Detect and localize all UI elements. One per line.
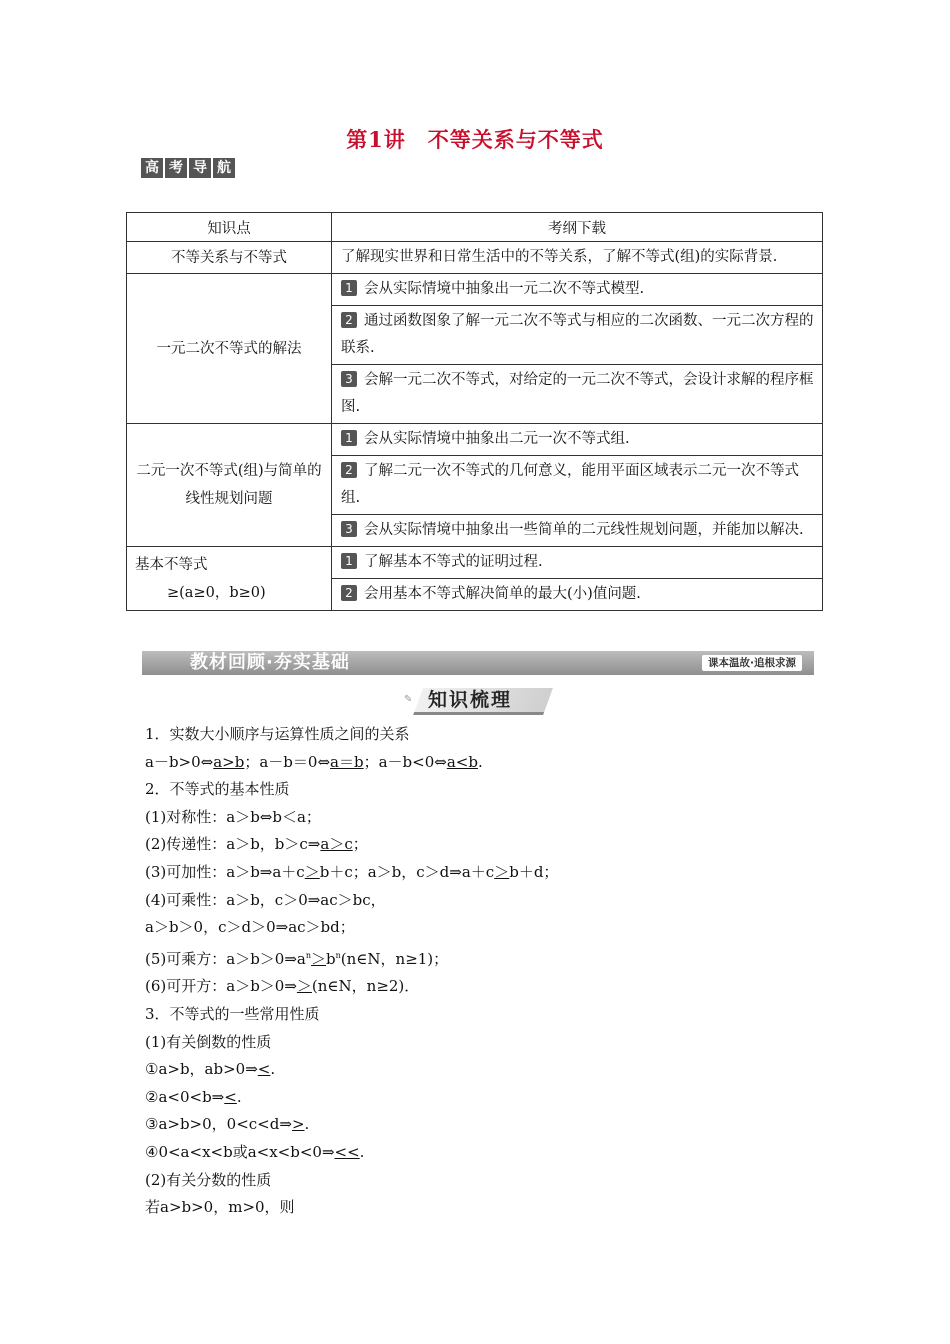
requirement-cell — [332, 424, 823, 456]
text-segment: b＋c；a＞b，c＞d⇒a＋c — [319, 862, 495, 881]
superscript: n — [335, 950, 341, 960]
number-badge: 3 — [341, 521, 357, 537]
answer-blank: a>b — [213, 752, 245, 771]
content-line: a＞b＞0，c＞d＞0⇒ac＞bd； — [145, 918, 355, 937]
requirement-cell — [332, 547, 823, 579]
content-line — [145, 1084, 825, 1112]
header-syllabus: 考纲下载 — [332, 213, 823, 242]
text-segment: ②a<0<b⇒ — [145, 1087, 225, 1106]
requirement-text: 会从实际情境中抽象出二元一次不等式组. — [364, 431, 630, 447]
content-line: (2)有关分数的性质 — [145, 1170, 272, 1189]
answer-blank: ＞ — [296, 977, 312, 996]
requirement-text: 了解二元一次不等式的几何意义，能用平面区域表示二元一次不等式组. — [341, 463, 799, 506]
answer-blank: ＞ — [494, 862, 510, 881]
content-line: (4)可乘性：a＞b，c＞0⇒ac＞bc， — [145, 890, 386, 909]
section-banner — [142, 651, 814, 675]
text-segment: (3)可加性：a＞b⇒a＋c — [145, 862, 305, 881]
answer-blank: a<b — [446, 752, 478, 771]
number-badge: 1 — [341, 280, 357, 296]
requirement-text: 通过函数图象了解一元二次不等式与相应的二次函数、一元二次方程的联系. — [341, 313, 814, 356]
section-heading: 1．实数大小顺序与运算性质之间的关系 — [145, 725, 410, 743]
answer-blank: < — [224, 1087, 237, 1106]
text-segment: (n∈N，n≥2)． — [311, 977, 420, 996]
banner-title: 教材回顾·夯实基础 — [190, 652, 350, 673]
badge-char: 导 — [189, 158, 211, 178]
content-line: 若a>b>0，m>0，则 — [145, 1198, 295, 1217]
requirement-cell — [332, 579, 823, 611]
answer-blank: a＞c — [320, 835, 353, 854]
content-line — [145, 1111, 825, 1139]
requirement-cell: 了解现实世界和日常生活中的不等关系，了解不等式(组)的实际背景. — [332, 242, 823, 274]
content-line: (1)对称性：a＞b⇔b＜a； — [145, 807, 321, 826]
badge-char: 高 — [141, 158, 163, 178]
requirement-text: 会解一元二次不等式，对给定的一元二次不等式，会设计求解的程序框图. — [341, 372, 814, 415]
requirement-cell — [332, 365, 823, 424]
knowledge-content — [145, 721, 825, 1222]
banner-tag: 课本温故·追根求源 — [702, 655, 802, 671]
content-line — [145, 942, 825, 974]
text-segment: ；a－b<0⇔ — [363, 752, 447, 771]
content-line: (1)有关倒数的性质 — [145, 1032, 272, 1051]
text-segment: . — [304, 1115, 310, 1134]
sub-section-banner — [404, 688, 550, 714]
requirement-cell — [332, 306, 823, 365]
topic-cell — [127, 547, 332, 611]
text-segment: (6)可开方：a＞b＞0⇒ — [145, 977, 297, 996]
page-title: 第1讲 不等关系与不等式 — [346, 127, 604, 152]
answer-blank: < — [257, 1060, 271, 1079]
text-segment: ； — [352, 835, 368, 854]
text-segment: (5)可乘方：a＞b＞0⇒a — [145, 949, 306, 968]
text-segment: . — [236, 1087, 242, 1106]
decoration-icon: ✎ — [404, 694, 413, 705]
text-segment: a－b>0⇔ — [145, 752, 214, 771]
badge-char: 考 — [165, 158, 187, 178]
text-segment: ；a－b＝0⇔ — [244, 752, 331, 771]
text-segment: ③a>b>0，0<c<d⇒ — [145, 1115, 292, 1134]
table-header-row — [127, 213, 823, 242]
answer-blank: ＞ — [311, 949, 327, 968]
topic-cell: 二元一次不等式(组)与简单的线性规划问题 — [127, 424, 332, 547]
text-segment: b — [326, 949, 336, 968]
table-row — [127, 274, 823, 306]
topic-cell: 不等关系与不等式 — [127, 242, 332, 274]
text-segment: (n∈N，n≥1)； — [340, 949, 449, 968]
topic-cell: 一元二次不等式的解法 — [127, 274, 332, 424]
answer-blank: << — [334, 1142, 360, 1161]
text-segment: ①a>b，ab>0⇒ — [145, 1060, 258, 1079]
number-badge: 2 — [341, 462, 357, 478]
text-segment: b＋d； — [509, 862, 559, 881]
requirement-text: 了解基本不等式的证明过程. — [364, 554, 543, 570]
text-segment: . — [270, 1060, 276, 1079]
content-line — [145, 831, 825, 859]
requirement-text: 会从实际情境中抽象出一些简单的二元线性规划问题，并能加以解决. — [364, 522, 804, 538]
number-badge: 1 — [341, 553, 357, 569]
number-badge: 1 — [341, 430, 357, 446]
requirement-text: 会从实际情境中抽象出一元二次不等式模型. — [364, 281, 645, 297]
topic-line: ≥(a≥0，b≥0) — [167, 584, 266, 601]
answer-blank: a＝b — [330, 752, 364, 771]
answer-blank: > — [291, 1115, 305, 1134]
number-badge: 2 — [341, 585, 357, 601]
requirement-cell — [332, 456, 823, 515]
content-line — [145, 749, 825, 777]
table-row — [127, 242, 823, 274]
number-badge: 3 — [341, 371, 357, 387]
number-badge: 2 — [341, 312, 357, 328]
section-heading: 2．不等式的基本性质 — [145, 780, 290, 799]
sub-section-title: 知识梳理 — [428, 689, 513, 711]
requirement-cell — [332, 515, 823, 547]
text-segment: (2)传递性：a＞b，b＞c⇒ — [145, 835, 321, 854]
content-line — [145, 973, 825, 1001]
answer-blank: ＞ — [304, 862, 320, 881]
requirement-text: 会用基本不等式解决简单的最大(小)值问题. — [364, 586, 641, 602]
header-knowledge-point: 知识点 — [127, 213, 332, 242]
table-row — [127, 424, 823, 456]
text-segment: . — [359, 1142, 365, 1161]
syllabus-table — [126, 212, 823, 611]
content-line — [145, 1139, 825, 1167]
table-row — [127, 547, 823, 579]
superscript: n — [305, 950, 312, 960]
section-heading: 3．不等式的一些常用性质 — [145, 1004, 320, 1023]
content-line — [145, 859, 825, 887]
exam-guide-badge — [141, 158, 235, 178]
requirement-cell — [332, 274, 823, 306]
badge-char: 航 — [213, 158, 235, 178]
content-line — [145, 1056, 825, 1084]
text-segment: . — [477, 752, 483, 771]
topic-line: 基本不等式 — [135, 556, 208, 573]
text-segment: ④0<a<x<b或a<x<b<0⇒ — [145, 1142, 335, 1161]
